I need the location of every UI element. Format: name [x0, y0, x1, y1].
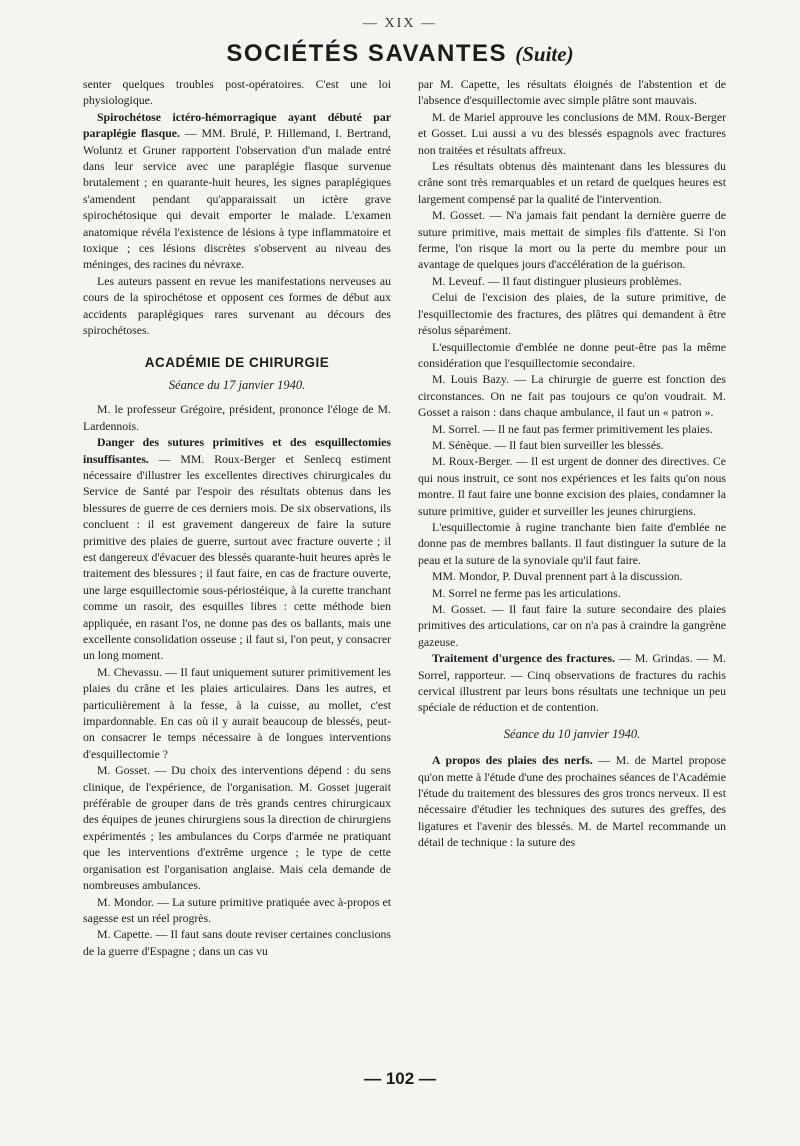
section-title: ACADÉMIE DE CHIRURGIE	[144, 354, 330, 370]
paragraph: M. de Mariel approuve les conclusions de MM. Roux-Berger et Gosset. Lui aussi a vu des blessés espagnols avec fractures non traitées et résultats affreux.	[418, 109, 726, 157]
article-body: — M. Grindas. — M. Sorrel, rapporteur. — Cinq observations de fractures du rachis cervical illustrent par leurs bons résultats une technique un peu spéciale de réduction et de contention.	[418, 651, 727, 715]
running-head	[0, 40, 800, 68]
paragraph: M. Capette. — Il faut sans doute reviser certaines conclusions de la guerre d'Espagne ; dans un cas vu	[83, 927, 391, 958]
paragraph: Les auteurs passent en revue les manifestations nerveuses au cours de la spirochétose et opposent ces formes de début aux accidents paraplégiques rares survenant au décours des spirochétoses.	[83, 273, 391, 338]
paragraph: M. Chevassu. — Il faut uniquement suturer primitivement les plaies du crâne et les plaies articulaires. Dans les autres, et particulièrement à la fesse, à la cuisse, au mollet, c'est impardonnable. En cas où il y aurait beaucoup de blessés, peut-on consacrer le temps nécessaire à de longues interventions d'esquillectomie ?	[83, 664, 391, 761]
article-spirochetose	[83, 109, 391, 273]
article-title: Traitement d'urgence des fractures.	[432, 651, 616, 666]
article-title: Spirochétose ictéro-hémorragique ayant débuté par paraplégie flasque.	[83, 109, 391, 141]
seance-date: Séance du 17 janvier 1940.	[168, 377, 306, 392]
article-body: — M. de Martel propose qu'on mette à l'étude d'une des prochaines séances de l'Académie l'étude du traitement des blessures des gros troncs nerveux. Il est nécessaire d'étudier les techniques des sutures des greffes, des ligatures et l'avenir des blessés. M. de Martel recommande un détail de technique : la suture des	[418, 753, 726, 850]
article-nerfs	[418, 752, 726, 850]
paragraph: L'esquillectomie d'emblée ne donne peut-être pas la même considération que l'esquillectomie secondaire.	[418, 339, 726, 370]
roman-folio: — XIX —	[363, 16, 437, 31]
paragraph: M. Sorrel. — Il ne faut pas fermer primitivement les plaies.	[432, 421, 713, 436]
article-body: — MM. Roux-Berger et Senlecq estiment nécessaire d'illustrer les excellentes directives chirurgicales du Service de Santé par l'espoir des résultats obtenus dans les blessures de guerre de ces derniers mois. De six observations, ils concluent : il est gravement dangereux de faire la suture primitive des plaies de guerre, surtout avec fracture ouverte ; il est dangereux d'évacuer des blessés quarante-huit heures après le traitement des blessures ; il faut faire, en cas de fracture ouverte, une large esquillectomie sous-périostéique, à la curette tranchant comme un rasoir, des esquilles libres : cette méthode bien appliquée, en rasant l'os, ne donne pas des os ballants, mais une excellente consolidation osseuse ; il faut si, l'on peut, y consacrer un long moment.	[83, 451, 391, 663]
paragraph: M. Louis Bazy. — La chirurgie de guerre est fonction des circonstances. On ne fait pas toujours ce qu'on voudrait. M. Gosset a raison : dans chaque ambulance, il faut un « patron ».	[418, 372, 726, 420]
paragraph: M. Gosset. — N'a jamais fait pendant la dernière guerre de suture primitive, mais mettait de simples fils d'attente. Si l'on ferme, l'on risque la mort ou la perte du membre pour un avantage de quelques jours d'accélération de la guérison.	[418, 208, 726, 272]
paragraph: senter quelques troubles post-opératoires. C'est une loi physiologique.	[83, 77, 391, 108]
article-title: A propos des plaies des nerfs.	[432, 753, 593, 768]
article-title: Danger des sutures primitives et des esquillectomies insuffisantes.	[83, 435, 391, 466]
right-column	[418, 76, 726, 851]
seance-date: Séance du 10 janvier 1940.	[503, 726, 641, 741]
paragraph: M. Mondor. — La suture primitive pratiquée avec à-propos et sagesse est un réel progrès.	[83, 894, 391, 925]
paragraph: L'esquillectomie à rugine tranchante bien faite d'emblée ne donne pas de membres ballants. Il faut distinguer la suture de la peau et la suture de la synoviale qu'il faut faire.	[418, 519, 726, 567]
paragraph: M. Leveuf. — Il faut distinguer plusieurs problèmes.	[432, 273, 682, 288]
paragraph: par M. Capette, les résultats éloignés de l'abstention et de l'absence d'esquillectomie avec simple plâtre sont mauvais.	[418, 77, 726, 108]
left-column	[83, 76, 391, 959]
article-body: — MM. Brulé, P. Hillemand, I. Bertrand, Woluntz et Gruner rapportent l'observation d'un malade entré dans leur service avec une paraplégie flasque survenue brutalement ; en quarante-huit heures, les signes paraplégiques s'amendent pendant qu'apparaissait un ictère grave spirochétosique qui devait emporter le malade. L'examen anatomique révéla l'existence de lésions à type inflammatoire et toxique ; ces lésions discrètes s'observent au niveau des méninges, des racines du névraxe.	[83, 126, 391, 272]
article-sutures	[83, 434, 391, 664]
paragraph: M. le professeur Grégoire, président, prononce l'éloge de M. Lardennois.	[83, 402, 391, 433]
page-number: — 102 —	[364, 1069, 436, 1088]
paragraph: M. Gosset. — Du choix des interventions dépend : du sens clinique, de l'expérience, de l'organisation. M. Gosset jugerait préférable de grouper dans de très grands centres chirurgicaux des équipes de jeunes chirurgiens sous la direction de chirurgiens expérimentés ; les ambulances du Corps d'armée ne pratiquant que les interventions d'extrême urgence ; le type de cette organisation est l'organisation anglaise. Mais cela demande de nombreuses ambulances.	[83, 763, 391, 893]
paragraph: M. Gosset. — Il faut faire la suture secondaire des plaies primitives des articulations, car on n'a pas à craindre la gangrène gazeuse.	[418, 602, 726, 649]
paragraph: MM. Mondor, P. Duval prennent part à la discussion.	[432, 569, 683, 584]
paragraph: M. Sénèque. — Il faut bien surveiller les blessés.	[432, 437, 664, 452]
running-head-suite: (Suite)	[515, 42, 574, 66]
paragraph: M. Roux-Berger. — Il est urgent de donner des directives. Ce qui nous instruit, ce sont nos expériences et les faits qu'on nous montre. Il faut faire une bonne excision des plaies, condamner la suture primitive, guider et surveiller les jeunes chirurgiens.	[418, 454, 726, 518]
paragraph: M. Sorrel ne ferme pas les articulations.	[432, 585, 621, 600]
running-head-title: SOCIÉTÉS SAVANTES	[226, 40, 508, 67]
article-fractures	[418, 650, 726, 716]
paragraph: Les résultats obtenus dès maintenant dans les blessures du crâne sont très remarquables et un retard de quelques heures est largement compensé par la qualité de l'intervention.	[418, 159, 726, 206]
paragraph: Celui de l'excision des plaies, de la suture primitive, de l'esquillectomie des fractures, des plâtres qui demandent à être résolus séparément.	[418, 290, 726, 338]
